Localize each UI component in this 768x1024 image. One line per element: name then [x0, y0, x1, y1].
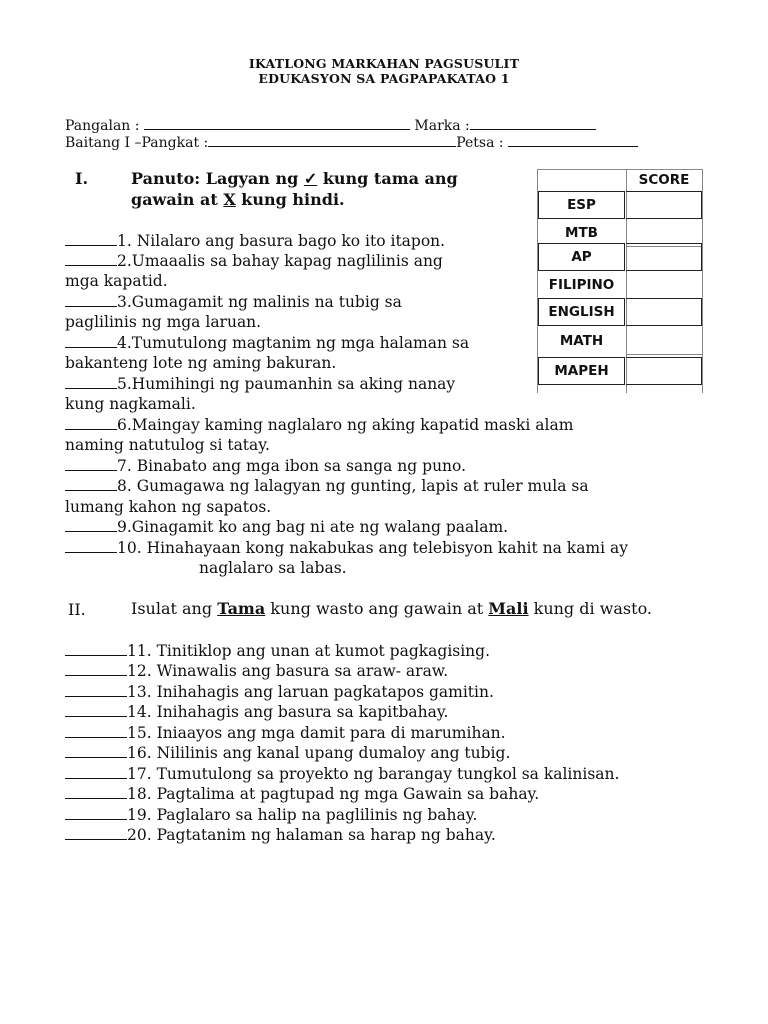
part2-item-14: 14. Inihahagis ang basura sa kapitbahay.: [65, 702, 448, 722]
answer-blank[interactable]: [65, 374, 117, 389]
answer-blank[interactable]: [65, 538, 117, 553]
part1-item-4-cont: bakanteng lote ng aming bakuran.: [65, 354, 337, 372]
part2-item-19: 19. Paglalaro sa halip na paglilinis ng bahay.: [65, 805, 477, 825]
part1-item-3-cont: paglilinis ng mga laruan.: [65, 313, 262, 331]
answer-blank[interactable]: [65, 723, 127, 738]
part1-item-5-cont: kung nagkamali.: [65, 395, 196, 413]
part2-item-17: 17. Tumutulong sa proyekto ng barangay tungkol sa kalinisan.: [65, 764, 619, 784]
answer-blank[interactable]: [65, 333, 117, 348]
part1-item-2-cont: mga kapatid.: [65, 272, 168, 290]
score-cell-mapeh[interactable]: [626, 357, 702, 385]
answer-blank[interactable]: [65, 805, 127, 820]
name-field[interactable]: [144, 117, 410, 130]
answer-blank[interactable]: [65, 517, 117, 532]
part2-item-18: 18. Pagtalima at pagtupad ng mga Gawain sa bahay.: [65, 784, 539, 804]
date-label: Petsa :: [456, 135, 504, 151]
mali-keyword: Mali: [488, 599, 529, 618]
score-header: SCORE: [638, 172, 690, 188]
part2-item-11: 11. Tinitiklop ang unan at kumot pagkagising.: [65, 641, 490, 661]
answer-blank[interactable]: [65, 251, 117, 266]
answer-blank[interactable]: [65, 764, 127, 779]
subject-esp: ESP: [538, 191, 625, 219]
subject-english: ENGLISH: [538, 298, 625, 326]
grade-label: Baitang I –Pangkat :: [65, 135, 209, 151]
score-label: Marka :: [414, 118, 470, 134]
tama-keyword: Tama: [217, 599, 266, 618]
score-table-right-border: [702, 169, 703, 393]
part1-item-9: 9.Ginagamit ko ang bag ni ate ng walang paalam.: [65, 517, 508, 537]
part1-item-4: 4.Tumutulong magtanim ng mga halaman sa: [65, 333, 469, 353]
answer-blank[interactable]: [65, 743, 127, 758]
part1-item-7: 7. Binabato ang mga ibon sa sanga ng puno.: [65, 456, 466, 476]
part2-instruction: Isulat ang Tama kung wasto ang gawain at Mali kung di wasto.: [131, 599, 653, 618]
part1-numeral: I.: [75, 169, 89, 188]
part1-item-1: 1. Nilalaro ang basura bago ko ito itapon.: [65, 231, 445, 251]
answer-blank[interactable]: [65, 476, 117, 491]
part2-item-15: 15. Iniaayos ang mga damit para di marumihan.: [65, 723, 506, 743]
part1-item-6: 6.Maingay kaming naglalaro ng aking kapatid maski alam: [65, 415, 573, 435]
score-cell-esp[interactable]: [626, 191, 702, 219]
score-cell-english[interactable]: [626, 298, 702, 326]
subject-filipino: FILIPINO: [548, 277, 615, 293]
part1-item-8: 8. Gumagawa ng lalagyan ng gunting, lapis at ruler mula sa: [65, 476, 589, 496]
part1-item-6-cont: naming natutulog si tatay.: [65, 436, 270, 454]
score-cell-filipino[interactable]: [626, 271, 702, 299]
answer-blank[interactable]: [65, 682, 127, 697]
exam-title: IKATLONG MARKAHAN PAGSUSULIT: [248, 56, 520, 71]
score-table: [537, 169, 703, 393]
score-cell-ap[interactable]: [626, 243, 702, 271]
answer-blank[interactable]: [65, 292, 117, 307]
part1-item-3: 3.Gumagamit ng malinis na tubig sa: [65, 292, 402, 312]
subject-mtb: MTB: [565, 225, 598, 241]
part2-numeral: II.: [68, 600, 86, 619]
part1-item-10-cont: naglalaro sa labas.: [199, 559, 347, 577]
part1-instruction-line1: Panuto: Lagyan ng ✓ kung tama ang: [131, 169, 458, 188]
part2-item-20: 20. Pagtatanim ng halaman sa harap ng bahay.: [65, 825, 496, 845]
grade-date-row: [65, 134, 638, 151]
grade-field[interactable]: [208, 134, 456, 147]
answer-blank[interactable]: [65, 415, 117, 430]
part2-item-16: 16. Nililinis ang kanal upang dumaloy ang tubig.: [65, 743, 510, 763]
part1-item-5: 5.Humihingi ng paumanhin sa aking nanay: [65, 374, 455, 394]
subject-title: EDUKASYON SA PAGPAPAKATAO 1: [258, 71, 510, 86]
answer-blank[interactable]: [65, 702, 127, 717]
name-score-row: [65, 117, 596, 134]
name-label: Pangalan :: [65, 118, 140, 134]
part2-item-12: 12. Winawalis ang basura sa araw- araw.: [65, 661, 448, 681]
answer-blank[interactable]: [65, 661, 127, 676]
score-field[interactable]: [470, 117, 596, 130]
subject-ap: AP: [538, 243, 625, 271]
answer-blank[interactable]: [65, 456, 117, 471]
subject-mapeh: MAPEH: [538, 357, 625, 385]
subject-math: MATH: [559, 333, 604, 349]
date-field[interactable]: [508, 134, 638, 147]
part1-item-8-cont: lumang kahon ng sapatos.: [65, 498, 272, 516]
part1-instruction-line2: gawain at X kung hindi.: [131, 190, 345, 209]
part2-item-13: 13. Inihahagis ang laruan pagkatapos gamitin.: [65, 682, 494, 702]
part1-item-2: 2.Umaaalis sa bahay kapag naglilinis ang: [65, 251, 443, 271]
answer-blank[interactable]: [65, 641, 127, 656]
answer-blank[interactable]: [65, 231, 117, 246]
x-mark: X: [223, 190, 236, 209]
score-cell-math[interactable]: [626, 327, 702, 355]
check-mark-icon: ✓: [303, 169, 318, 188]
answer-blank[interactable]: [65, 784, 127, 799]
part1-item-10: 10. Hinahayaan kong nakabukas ang telebisyon kahit na kami ay: [65, 538, 628, 558]
answer-blank[interactable]: [65, 825, 127, 840]
